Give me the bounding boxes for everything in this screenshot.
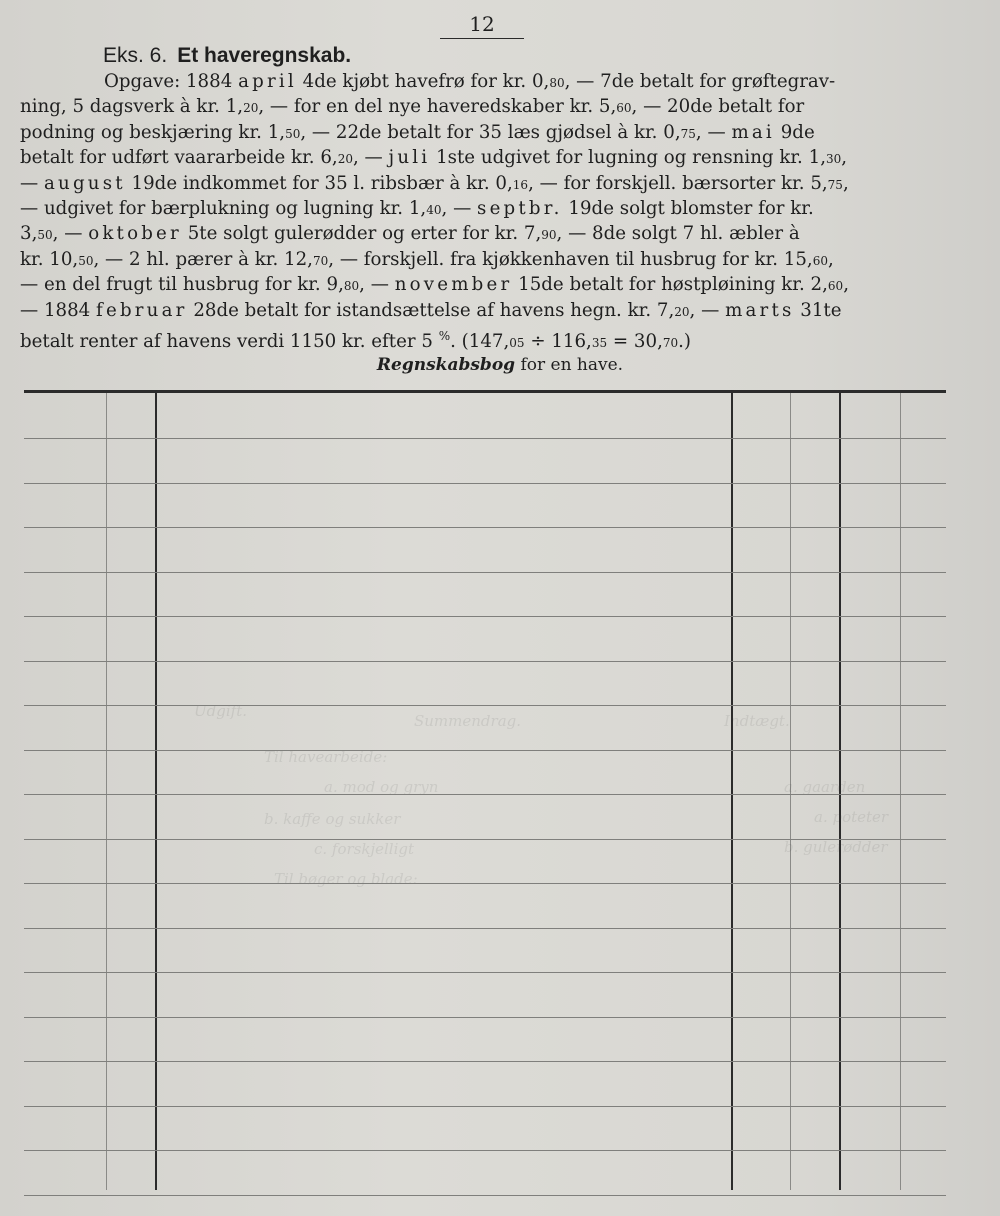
ledger-row-rule [24,1106,946,1107]
exercise-line: 3,50, — oktober 5te solgt gulerødder og erter for kr. 7,90, — 8de solgt 7 hl. æbler à [20,223,800,245]
bleed-through-text: Indtægt. [724,712,790,730]
bleed-through-text: b. kaffe og sukker [264,810,401,828]
bleed-through-text: Udgift. [194,702,247,720]
ledger-row-rule [24,1061,946,1062]
bleed-through-text: b. gulerødder [784,838,888,856]
bleed-through-text: Summendrag. [414,712,522,730]
ledger-row-rule [24,483,946,484]
ledger-row-rule [24,527,946,528]
exercise-line: betalt renter af havens verdi 1150 kr. efter 5 %. (147,05 ÷ 116,35 = 30,70.) [20,329,692,353]
ledger-row-rule [24,794,946,795]
page-number: 12 [440,12,524,39]
ledger-row-rule [24,438,946,439]
ledger-top-rule [24,390,946,393]
ledger-row-rule [24,839,946,840]
ledger-column-rule [900,393,901,1190]
exercise-line: — en del frugt til husbrug for kr. 9,80, — november 15de betalt for høstpløining kr. 2,60, [20,274,849,296]
ledger-row-rule [24,705,946,706]
bleed-through-text: c. forskjelligt [314,840,415,858]
ledger-row-rule [24,1150,946,1151]
exercise-line: kr. 10,50, — 2 hl. pærer à kr. 12,70, — forskjell. fra kjøkkenhaven til husbrug for kr. 15,60, [20,248,834,270]
bleed-through-text: a. gaarden [784,778,866,796]
ledger-row-rule [24,928,946,929]
bleed-through-text: Til bøger og blade: [274,870,418,888]
exercise-line: podning og beskjæring kr. 1,50, — 22de betalt for 35 læs gjødsel à kr. 0,75, — mai 9de [20,121,815,143]
ledger-row-rule [24,1195,946,1196]
exercise-label: Eks. 6. [103,44,168,67]
exercise-heading [103,44,351,68]
ledger-table [24,390,946,1190]
exercise-line: betalt for udført vaararbeide kr. 6,20, — juli 1ste udgivet for lugning og rensning kr. 1,30, [20,147,848,169]
ledger-row-rule [24,572,946,573]
bleed-through-text: a. poteter [814,808,889,826]
ledger-row-rule [24,972,946,973]
bleed-through-text: Til havearbeide: [264,748,388,766]
ledger-title-sub: for en have. [520,355,624,375]
ledger-column-rule [731,393,733,1190]
exercise-title: Et haveregnskab. [177,44,352,67]
bleed-through-text: a. mod og gryn [324,778,439,796]
ledger-column-rule [790,393,791,1190]
exercise-line: — 1884 februar 28de betalt for istandsættelse af havens hegn. kr. 7,20, — marts 31te [20,299,842,321]
exercise-line: ning, 5 dagsverk à kr. 1,20, — for en del nye haveredskaber kr. 5,60, — 20de betalt for [20,96,805,118]
ledger-row-rule [24,883,946,884]
ledger-title [0,355,1000,375]
ledger-column-rule [839,393,841,1190]
ledger-row-rule [24,1017,946,1018]
ledger-row-rule [24,750,946,751]
exercise-line: — august 19de indkommet for 35 l. ribsbær à kr. 0,16, — for forskjell. bærsorter kr. 5,75, [20,172,849,194]
exercise-text [20,70,950,356]
ledger-row-rule [24,661,946,662]
exercise-line: — udgivet for bærplukning og lugning kr. 1,40, — septbr. 19de solgt blomster for kr. [20,198,814,220]
exercise-line: Opgave: 1884 april 4de kjøbt havefrø for kr. 0,80, — 7de betalt for grøftegrav- [104,71,836,92]
ledger-row-rule [24,616,946,617]
ledger-column-rule [106,393,107,1190]
ledger-title-main: Regnskabsbog [376,355,516,375]
ledger-column-rule [155,393,157,1190]
